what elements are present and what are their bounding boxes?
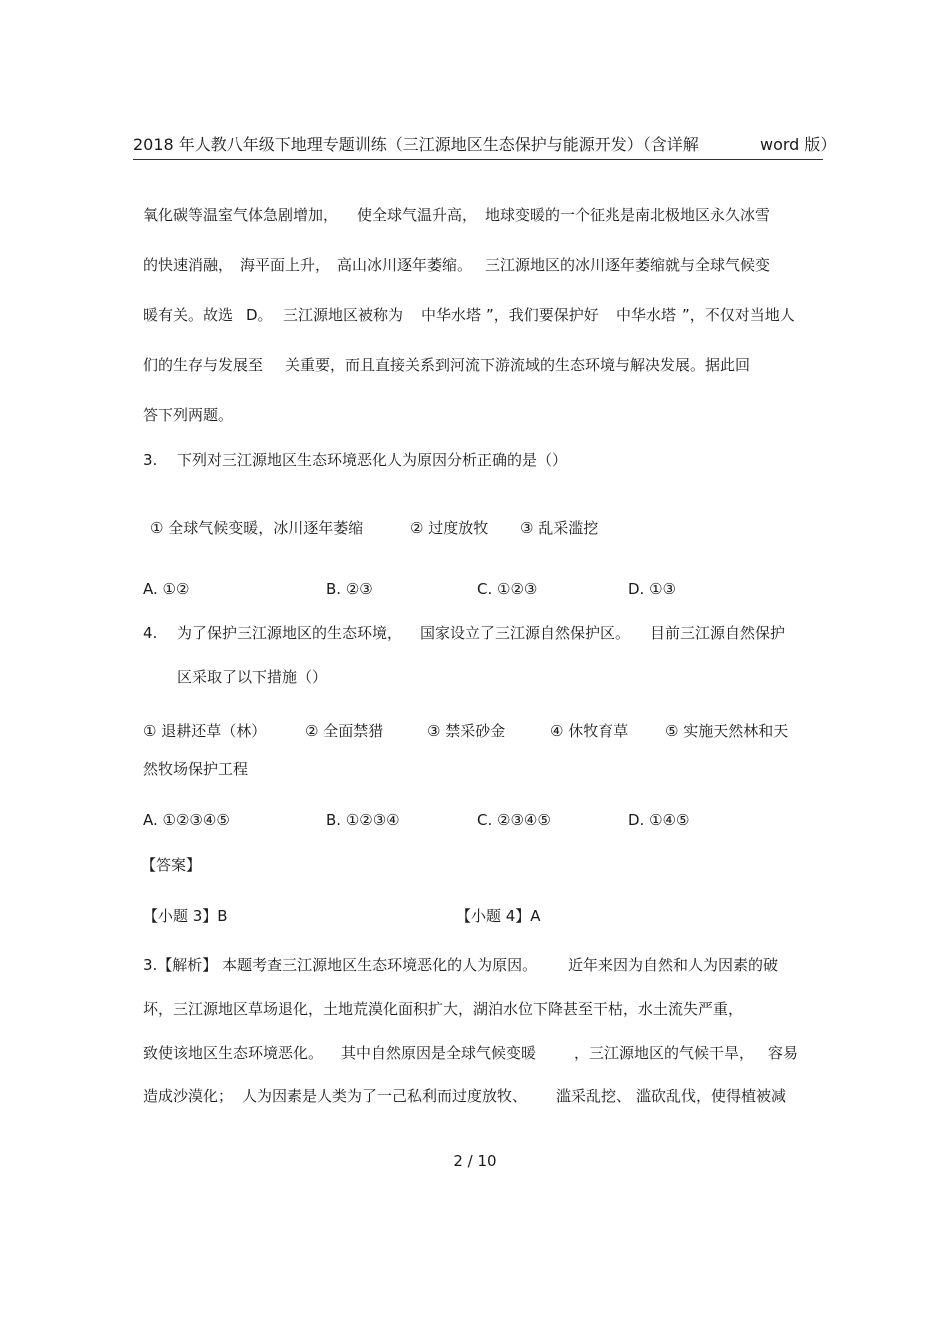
analysis-line: 造成沙漠化； <box>143 1087 234 1105</box>
passage-text: 中华水塔 <box>421 306 482 324</box>
question-4-item: ③ 禁采砂金 <box>427 722 506 740</box>
analysis-line: 3.【解析】 本题考查三江源地区生态环境恶化的人为原因。 <box>143 956 538 974</box>
question-3-item: ① 全球气候变暖，冰川逐年萎缩 <box>150 519 364 537</box>
question-4-number: 4. <box>143 624 158 642</box>
answer-q3: 【小题 3】B <box>143 907 228 925</box>
analysis-line: 人为因素是人类为了一己私利而过度放牧、 <box>242 1087 528 1105</box>
question-4-stem: 为了保护三江源地区的生态环境， <box>177 624 403 642</box>
page-header-title-suffix <box>760 135 836 155</box>
analysis-line: 容易 <box>768 1044 799 1062</box>
analysis-line: 其中自然原因是全球气候变暖 <box>341 1044 537 1062</box>
question-3-option-d: D. ①③ <box>628 580 676 598</box>
question-4-option-c: C. ②③④⑤ <box>477 811 551 829</box>
passage-text: 三江源地区被称为 <box>283 306 404 324</box>
passage-text: 地球变暖的一个征兆是南北极地区永久冰雪 <box>485 206 771 224</box>
analysis-line: 坏，三江源地区草场退化，土地荒漠化面积扩大，湖泊水位下降甚至干枯，水土流失严重， <box>143 1000 744 1018</box>
question-3-option-a: A. ①② <box>143 580 190 598</box>
analysis-line: 滥采乱挖、 <box>556 1087 632 1105</box>
passage-text: 的快速消融， <box>143 256 234 274</box>
passage-text: 中华水塔 <box>616 306 677 324</box>
passage-text: 暖有关。故选 <box>143 306 234 324</box>
question-3-option-c: C. ①②③ <box>477 580 538 598</box>
question-4-item: ④ 休牧育草 <box>550 722 629 740</box>
page-header-title <box>133 135 699 155</box>
passage-text: ”，不仅对当地人 <box>682 306 795 324</box>
question-4-stem: 国家设立了三江源自然保护区。 <box>420 624 631 642</box>
passage-line <box>240 255 330 275</box>
question-4-item: ② 全面禁猎 <box>305 722 384 740</box>
question-4-stem-continued: 区采取了以下措施（） <box>177 668 328 686</box>
question-4-option-d: D. ①④⑤ <box>628 811 690 829</box>
passage-line <box>421 305 481 325</box>
question-3-option-b: B. ②③ <box>326 580 373 598</box>
page-number: 2 / 10 <box>453 1152 497 1170</box>
passage-text: 海平面上升， <box>240 256 331 274</box>
passage-text: 关重要，而且直接关系到河流下游流域的生态环境与解决发展。据此回 <box>285 356 751 374</box>
passage-text: 氧化碳等温室气体急剧增加， <box>143 206 339 224</box>
passage-line <box>143 205 338 225</box>
passage-line <box>682 305 795 325</box>
question-4-stem: 目前三江源自然保护 <box>650 624 786 642</box>
question-3-item: ③ 乱采滥挖 <box>520 519 599 537</box>
header-title-main: 2018 年人教八年级下地理专题训练（三江源地区生态保护与能源开发）（含详解 <box>133 135 699 154</box>
passage-text: ”，我们要保护好 <box>486 306 599 324</box>
passage-line <box>485 255 770 275</box>
passage-text: D。 <box>246 306 273 324</box>
passage-line <box>283 305 403 325</box>
question-4-option-b: B. ①②③④ <box>326 811 400 829</box>
passage-text: 三江源地区的冰川逐年萎缩就与全球气候变 <box>485 256 771 274</box>
passage-line <box>486 305 599 325</box>
answer-q4: 【小题 4】A <box>456 907 541 925</box>
passage-line <box>143 305 233 325</box>
passage-line <box>143 355 263 375</box>
passage-line <box>143 255 233 275</box>
passage-text: 答下列两题。 <box>143 406 234 424</box>
passage-line <box>616 305 676 325</box>
analysis-line: 滥砍乱伐，使得植被减 <box>636 1087 787 1105</box>
passage-line <box>285 355 750 375</box>
header-divider <box>133 159 823 160</box>
passage-text: 使全球气温升高， <box>357 206 478 224</box>
passage-line <box>337 255 472 275</box>
header-title-suffix: word 版） <box>760 135 837 154</box>
question-4-item: ⑤ 实施天然林和天 <box>665 722 789 740</box>
analysis-line: 近年来因为自然和人为因素的破 <box>568 956 779 974</box>
question-4-item: ① 退耕还草（林） <box>143 722 267 740</box>
question-4-item-continued: 然牧场保护工程 <box>143 760 249 778</box>
analysis-line: 致使该地区生态环境恶化。 <box>143 1044 324 1062</box>
passage-line <box>485 205 770 225</box>
passage-text: 高山冰川逐年萎缩。 <box>337 256 473 274</box>
answer-heading: 【答案】 <box>141 856 202 874</box>
question-3-stem: 下列对三江源地区生态环境恶化人为原因分析正确的是（） <box>177 451 568 469</box>
question-3-number: 3. <box>143 451 158 469</box>
passage-text: 们的生存与发展至 <box>143 356 264 374</box>
question-4-option-a: A. ①②③④⑤ <box>143 811 230 829</box>
passage-line <box>246 305 273 325</box>
question-3-item: ② 过度放牧 <box>410 519 489 537</box>
passage-line <box>143 405 233 425</box>
analysis-line: ，三江源地区的气候干旱， <box>574 1044 755 1062</box>
passage-line <box>357 205 477 225</box>
